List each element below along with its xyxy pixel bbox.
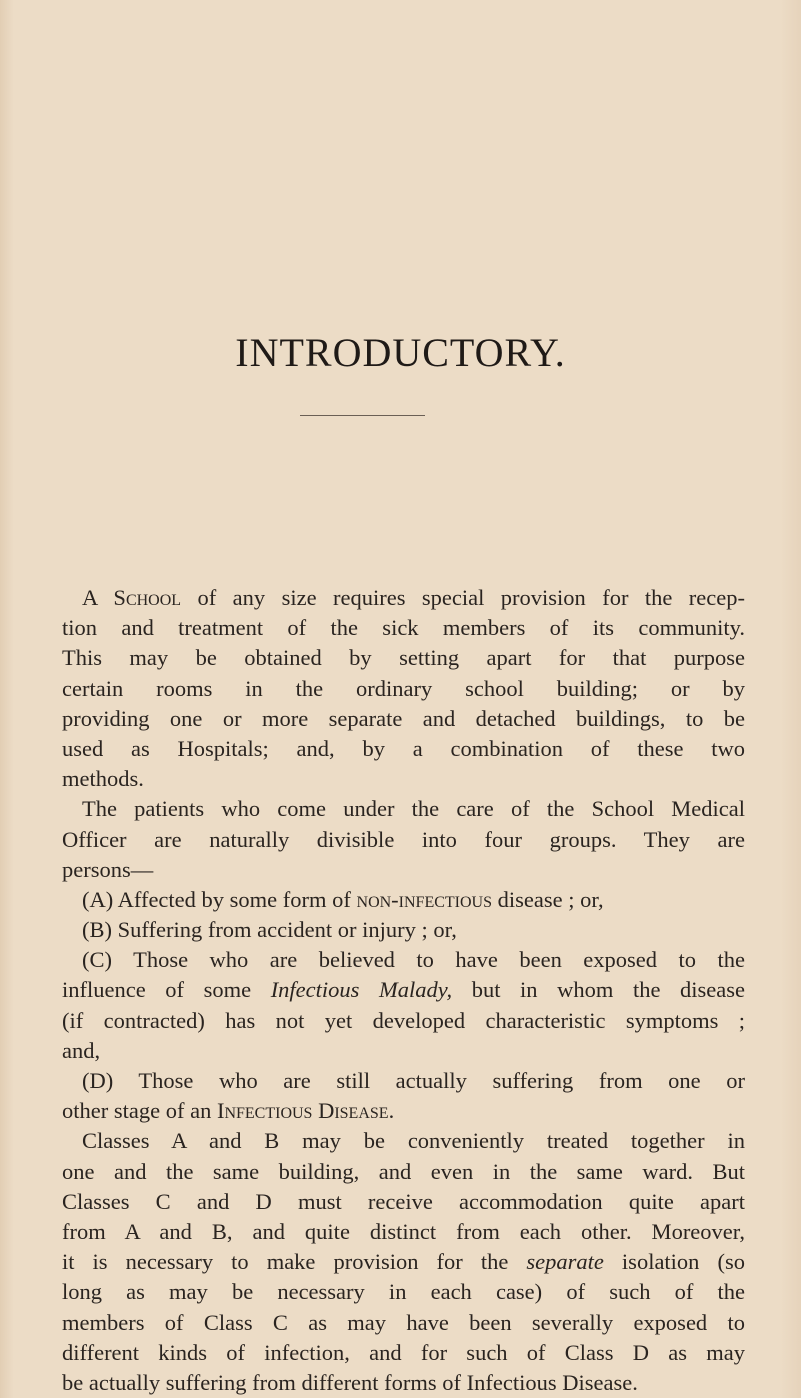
text-line: The patients who come under the care of the School Medical (82, 796, 745, 822)
text-line: tion and treatment of the sick members of its community. (62, 615, 745, 641)
text-line: other stage of an Infectious Disease. (62, 1098, 395, 1124)
text-line: A School of any size requires special provision for the recep- (82, 585, 745, 610)
text-line: different kinds of infection, and for such of Class D as may (62, 1339, 745, 1365)
text-line: This may be obtained by setting apart for that purpose (62, 645, 745, 671)
text-line: certain rooms in the ordinary school building; or by (62, 675, 745, 701)
text-line: providing one or more separate and detached buildings, to be (62, 705, 745, 731)
text-line: and, (62, 1037, 101, 1063)
text-line: (if contracted) has not yet developed characteristic symptoms ; (62, 1007, 745, 1033)
text-line: it is necessary to make provision for the separate isolation (so (62, 1249, 745, 1275)
text-line: Classes C and D must receive accommodation quite apart (62, 1188, 745, 1214)
text-line: persons— (62, 856, 154, 882)
list-item-d: (D) Those who are still actually suffering from one or (82, 1068, 745, 1093)
text-line: methods. (62, 766, 144, 792)
list-item-a: (A) Affected by some form of non-infectious disease ; or, (82, 886, 604, 912)
body-text (62, 583, 745, 1398)
chapter-title: INTRODUCTORY. (235, 330, 566, 375)
text-line: long as may be necessary in each case) of such of the (62, 1279, 745, 1305)
list-item-b: (B) Suffering from accident or injury ; or, (82, 917, 457, 943)
title-divider (300, 415, 425, 416)
text-line: members of Class C as may have been severally exposed to (62, 1309, 745, 1335)
text-line: be actually suffering from different forms of Infectious Disease. (62, 1369, 638, 1395)
text-line: Officer are naturally divisible into four groups. They are (62, 826, 745, 852)
list-item-c: (C) Those who are believed to have been exposed to the (82, 947, 745, 973)
text-line: used as Hospitals; and, by a combination of these two (62, 735, 745, 761)
text-line: one and the same building, and even in the same ward. But (62, 1158, 745, 1184)
text-line: influence of some Infectious Malady, but in whom the disease (62, 977, 745, 1003)
text-line: Classes A and B may be conveniently treated together in (82, 1128, 745, 1154)
text-line: from A and B, and quite distinct from each other. Moreover, (62, 1218, 745, 1244)
